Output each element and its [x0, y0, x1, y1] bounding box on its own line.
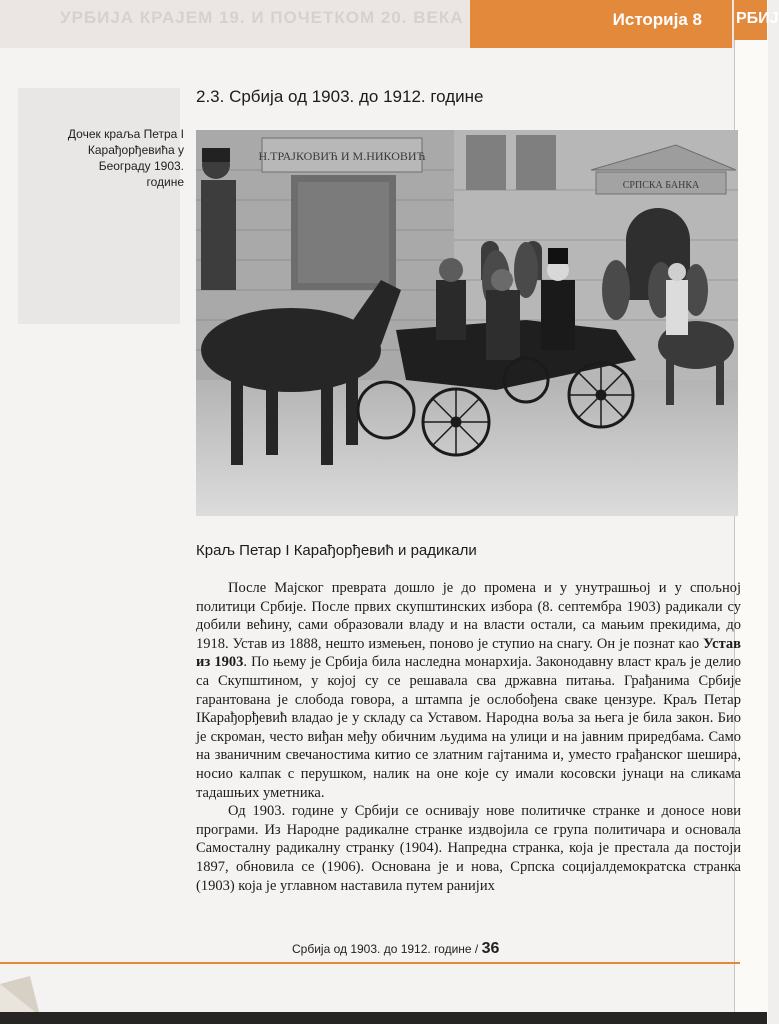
folded-corner — [0, 974, 60, 1016]
body-text — [196, 579, 741, 895]
page-footer — [292, 940, 499, 958]
next-page-tab-text: РБИЈ — [736, 10, 779, 27]
scanner-edge — [0, 1012, 767, 1024]
paragraph-text: После Мајског преврата дошло је до промена и у унутрашњој и у спољној политици Србије. После првих скупштинских избора (8. септембра 1903) радикали су добили већину, сами образовали владу и на власти остали, са мањим прекидима, до 1918. Устав из 1888, нешто измењен, поново је ступио на снагу. Он је познат као — [196, 580, 741, 652]
historical-photo — [196, 130, 738, 516]
shop-sign: Н.ТРАЈКОВИЋ И М.НИКОВИЋ — [258, 149, 426, 163]
header-tab — [470, 0, 732, 48]
section-title: 2.3. Србија од 1903. до 1912. године — [196, 87, 484, 106]
next-page-tab — [734, 0, 779, 40]
constitution-term: Устав из 1903 — [196, 635, 741, 671]
footer-label: Србија од 1903. до 1912. године / — [292, 942, 479, 956]
subsection-title: Краљ Петар I Карађорђевић и радикали — [196, 542, 477, 559]
page-number: 36 — [481, 940, 500, 957]
header-ghost-text: УРБИЈА КРАЈЕМ 19. И ПОЧЕТКОМ 20. ВЕКА — [60, 8, 464, 27]
paragraph — [196, 579, 741, 802]
photo-drawing — [196, 130, 738, 516]
bank-sign: СРПСКА БАНКА — [622, 180, 700, 191]
book-title: Историја 8 — [612, 10, 702, 29]
figure-caption: Дочек краља Петра I Карађорђевића у Београду 1903. године — [67, 127, 184, 189]
paragraph: Од 1903. године у Србији се оснивају нове политичке странке и доносе нови програми. Из Народне радикалне странке издвојила се група политичара и основала Самосталну радикалну странку (1904). Напредна странка, која је престала да постоји 1897, обновила се (1906). Основана је и нова, Српска социјалдемократска странка (1903) која је углавном наставила путем ранијих — [196, 803, 741, 894]
footer-rule — [0, 962, 740, 964]
paragraph-text: . По њему је Србија била наследна монархија. Законодавну власт краљ је делио са Скупштином, у којој су се решавала сва државна питања. Грађанима Србије гарантована је слобода говора, а штампа је ослобођена сваке цензуре. Краљ Петар IКарађорђевић владао је у складу са Уставом. Народна воља за њега је била закон. Био је скроман, често виђан међу обичним људима на улици и на јавним приредбама. Само на званичним свечаностима китио се златним гајтанима и, уместо грађанског шешира, носио калпак с перушком, налик на оне које су имали косовски јунаци на сликама тадашњих уметника. — [196, 654, 741, 801]
show-through-box — [18, 88, 180, 324]
